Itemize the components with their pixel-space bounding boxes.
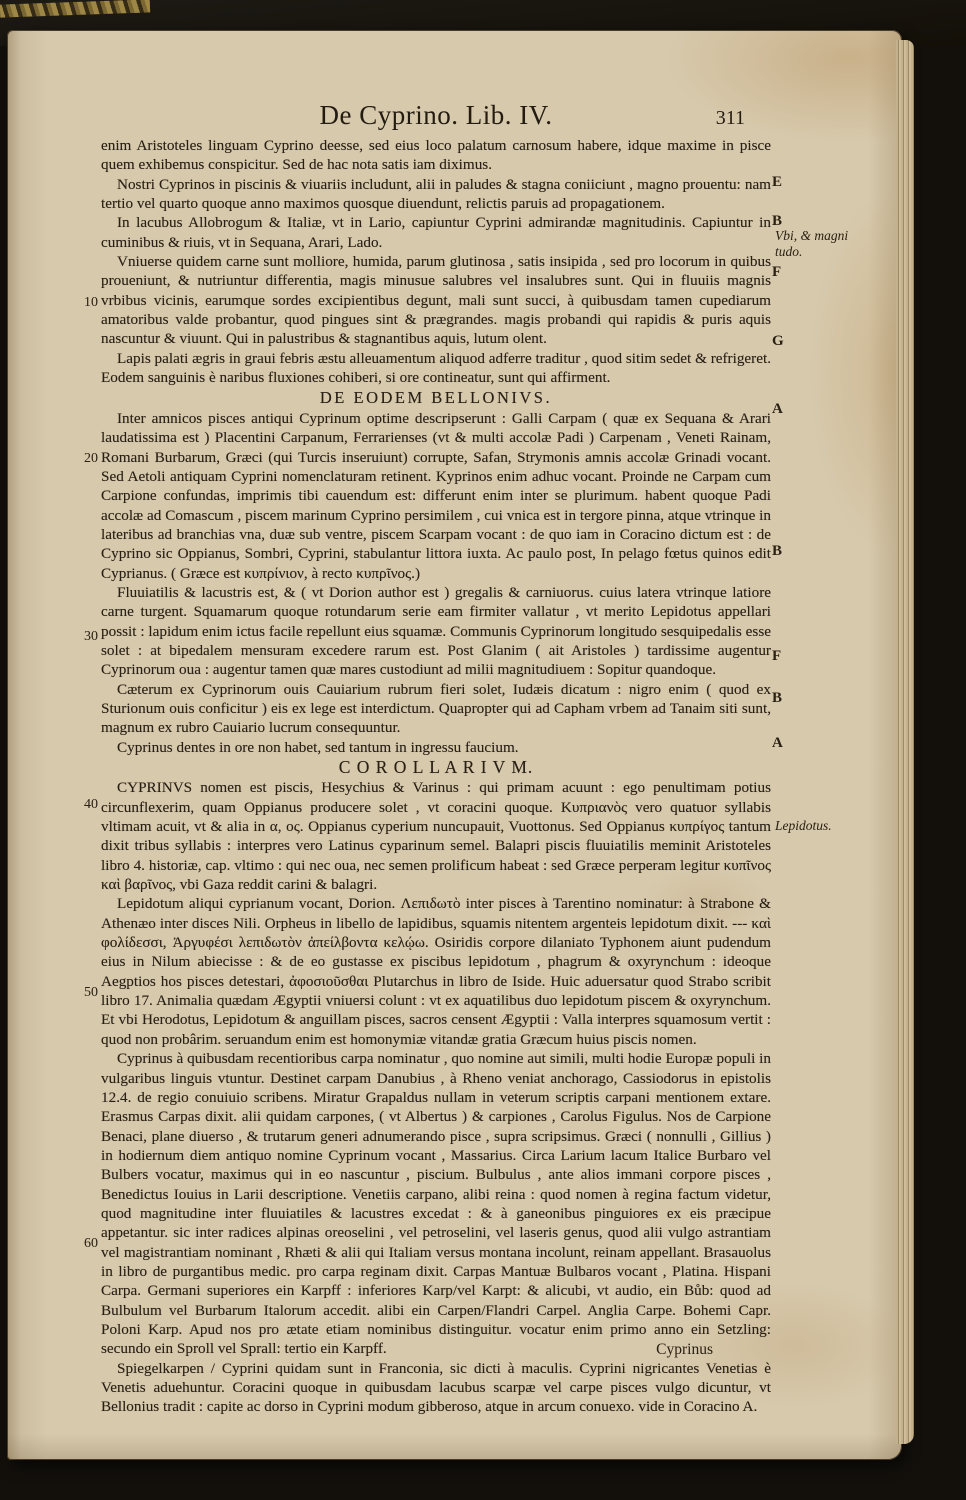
text-column <box>101 136 771 1417</box>
paragraph: In lacubus Allobrogum & Italiæ, vt in Lario, capiuntur Cyprini admirandæ magnitudinis. Capiuntur in cuminibus & riuis, vt in Sequana, Arari, Lado. <box>101 214 771 251</box>
margin-letter: B <box>772 690 783 706</box>
line-number: 20 <box>84 451 98 466</box>
folio-number: 311 <box>715 107 745 129</box>
paragraph: Fluuiatilis & lacustris est, & ( vt Dorion author est ) gregalis & carniuorus. cuius latera vtrinque latiore carne turgent. Squamarum quoque rotundarum serie eam firmiter vallatur , vt merito Lepidotus appellari possit : lapidum enim ictus facile repellunt eius squamæ. Communis Cyprinorum longitudo sesquipedalis esse solet : at bipedalem mensuram excedere rarum est. Post Glanim ( ait Aristoles ) tardissime augentur Cyprinorum oua : augentur tamen quæ mares custodiunt ad milii magnitudiuem : Sopitur quandoque. <box>101 583 771 679</box>
paragraph: Cyprinus à quibusdam recentioribus carpa nominatur , quo nomine aut simili, multi hodie Europæ populi in vulgaribus linguis vtuntur. Destinet carpam Danubius , à Rheno veniat anchorago, Cassiodorus in epistolis 12.4. de regio conuiuio scribens. Miratur Grapaldus nullam in veterum scriptis carpani mentionem extare. Erasmus Carpas dixit. alii quidam carpones, ( vt Albertus ) & carpiones , Carolus Figulus. Nos de Carpione Benaci, plane diuerso , & trutarum generi adnumerando pisce , supra scripsimus. Græci ( nonnulli , Gillius ) in hodiernum diem antiquo nomine Cyprinum vocant , Massarius. Circa Larium lacum Italice Burbaro vel Bulbers vocatur, maximus qui in eo nascuntur , piscium. Bulbulus , ante alios immani corpore pisces , Benedictus Iouius in Larii descriptione. Venetiis carpano, alibi reina : quod nomen à regina factum videtur, quod magnitudine inter fluuiatiles & lacustres excedat : & à ganeonibus pinguiores ex eis præcipue appetantur. sic inter radices alpinas oreoselini , vel petroselini, vel laseris genus, quod alii vulgo astrantiam vel magistrantiam nominant , Rhæti & alii qui Italiam versus montana incolunt, reinam appellant. Brasauolus in libro de purgantibus medic. pro carpa reginam dixit. Carpas Mantuæ Bulbaros vocant , Platina. Hispani Carpa. Germani superiores ein Karpff : inferiores Karp/vel Karpt: & alicubi, vt audio, ein Bůb: quod ad Bulbulum vel Burbarum Italorum accedit. alibi ein Carpen/Flandri Carpel. Anglia Carpe. Bohemi Capr. Poloni Karp. Apud nos pro ætate etiam nominibus distinguitur. vocatur enim primo anno ein Setzling: secundo ein Sproll vel Sprall: tertio ein Karpff. <box>101 1050 771 1358</box>
margin-letter: G <box>772 333 784 349</box>
paragraph: enim Aristoteles linguam Cyprino deesse, sed eius loco palatum carnosum habere, idque maxime in pisce quem exhibemus conspicitur. Sed de hac nota satis iam diximus. <box>101 137 771 174</box>
margin-letter: F <box>772 648 782 664</box>
margin-letter: A <box>772 401 783 417</box>
margin-letter: B <box>772 543 783 559</box>
section-heading-corollarium: C O R O L L A R I V M. <box>338 757 534 777</box>
paragraph: CYPRINVS nomen est piscis, Hesychius & Varinus : qui primam acuunt : ego penultimam potius circunflexerim, quam Oppianus producere solet , vt coracini quoque. Κυπριανὸς vero quatuor syllabis vltimam acuit, vt & alia in α, ος. Oppianus cyperium nuncupauit, Vuottonus. Sed Oppianus κυπρίγος tantum dixit tribus syllabis : interpres vero Latinus cyparinum semel. Balapri piscis fluuiatilis meminit Aristoteles libro 4. historiæ, cap. vltimo : qui nec oua, nec semen prolificum habeat : sed Græce perperam legitur κυπῖνος καὶ βαρῖνος, vbi Gaza reddit carini & balagri. <box>101 779 771 894</box>
paragraph: Cyprinus dentes in ore non habet, sed tantum in ingressu faucium. <box>117 738 519 756</box>
paragraph: Nostri Cyprinos in piscinis & viuariis includunt, alii in paludes & stagna coniiciunt , magno prouentu: nam tertio vel quarto quoque anno maximos quosque diuendunt, relictis paruis ad propagationem. <box>101 175 771 213</box>
line-number: 50 <box>84 985 98 1000</box>
line-number: 60 <box>84 1236 98 1251</box>
running-header <box>101 100 771 134</box>
margin-letter: E <box>772 174 783 190</box>
paragraph: Lapis palati ægris in graui febris æstu alleuamentum aliquod adferre traditur , quod sitim sedet & refrigeret. Eodem sanguinis è naribus fluxiones cohiberi, si ore contineatur, sunt qui affirment. <box>101 349 771 387</box>
margin-note-magnitudo: Vbi, & magni tudo. <box>775 228 849 259</box>
paragraph: Vniuerse quidem carne sunt molliore, humida, parum glutinosa , satis insipida , sed pro locorum in quibus proueniunt, & nutriuntur differentia, magis minusue salubres vel insalubres sunt. Qui in fluuiis magnis vrbibus vicinis, earumque sordes excipientibus degunt, mali sunt succi, à quibusdam tamen cupediarum amatoribus valde probantur, quod pingues sint & prægrandes. magis probandi qui rapidis & puris aquis nascuntur & viuunt. Qui in palustribus & stagnantibus aquis, lutum olent. <box>101 253 771 348</box>
margin-letter: A <box>772 735 783 751</box>
page-title: De Cyprino. Lib. IV. <box>319 100 553 130</box>
paragraph: Spiegelkarpen / Cyprini quidam sunt in Franconia, sic dicti à maculis. Cyprini nigricantes Venetias è Venetis aduehuntur. Coracini quoque in quibusdam lacubus scarpæ vel carpe pisces vulgo dicuntur, vt Bellonius tradit : capite ac dorso in Cyprini modum gibberoso, atque in arcum conuexo. vide in Coracino A. <box>101 1359 771 1416</box>
paragraph: Cæterum ex Cyprinorum ouis Cauiarium rubrum fieri solet, Iudæis dicatum : nigro enim ( quod ex Sturionum ouis conficitur ) eis ex lege est interdictum. Quapropter qui ad Capham vrbem ad Tanaim siti sunt, magnum ex rubro Cauiario lucrum consequuntur. <box>101 680 771 737</box>
page-edge-stack <box>896 40 914 1444</box>
paragraph: Lepidotum aliqui cyprianum vocant, Dorion. Λεπιδωτὸ inter pisces à Tarentino nominatur: à Strabone & Athenæo inter disces Nili. Orpheus in libello de lapidibus, squamis nitentem argenteis lepidotum dixit. --- καὶ φολίδεσσι, Ἀργυφέσι λεπιδωτὸν ἀπείλβοντα κελῴω. Osiridis corpore dilaniato Typhonem aiunt pudendum eius in Nilum abiecisse : & de eo gustasse ex piscibus lepidotum , phagrum & oxyrynchum : ideoque Aegptios hos pisces detestari, ἀφοσιοῦσθαι Plutarchus in libro de Iside. Huic aduersatur quod Strabo scribit libro 17. Animalia quædam Ægyptii vniuersi colunt : vt ex aquatilibus duo lepidotum piscem & oxyrynchum. Et vbi Herodotus, Lepidotum & anguillam pisces, sacros censent Ægyptii : Valla interpres squamosum vertit : quod non probârim. seruandum enim est homonymiæ vitandæ gratia Græcum huius piscis nomen. <box>101 895 771 1048</box>
line-number: 10 <box>84 295 98 310</box>
line-number: 30 <box>84 629 98 644</box>
margin-letter: F <box>772 264 782 280</box>
paragraph: Inter amnicos pisces antiqui Cyprinum optime descripserunt : Galli Carpam ( quæ ex Sequana & Arari laudatissima est ) Placentini Carpanum, Ferrarienses (vt & multi accolæ Padi ) Carpenam , Veneti Rainam, Romani Burbarum, Græci (qui Turcis inseruiunt) corrupte, Safan, Strymonis amnis accolæ Grinadi vocant. Sed Aetoli antiquam Cyprini nomenclaturam retinent. Kyprinos enim adhuc vocant. Proinde ne Carpam cum Carpione confundas, imprimis tibi cauendum est: differunt enim inter se plurimum. habent quoque Padi accolæ ad Comascum , piscem marinum Cyprino persimilem , cui vnica est in tergore pinna, atque vtrinque in lateribus ad branchias vna, duæ sub ventre, piscem Scarpam vocant : de quo iam in Coracino dictum est : de Cyprino sic Oppianus, Sombri, Cyprini, stabulantur littora iuxta. Ac paulo post, In pelago fœtus quinos edit Cyprianus. ( Græce est κυπρίνιον, à recto κυπρῖνος.) <box>101 409 771 582</box>
margin-note-lepidotus: Lepidotus. <box>775 818 832 833</box>
line-number: 40 <box>84 797 98 812</box>
margin-letter: B <box>772 213 783 229</box>
section-heading-bellonius: DE EODEM BELLONIVS. <box>319 388 553 408</box>
catchword: Cyprinus <box>656 1341 713 1358</box>
